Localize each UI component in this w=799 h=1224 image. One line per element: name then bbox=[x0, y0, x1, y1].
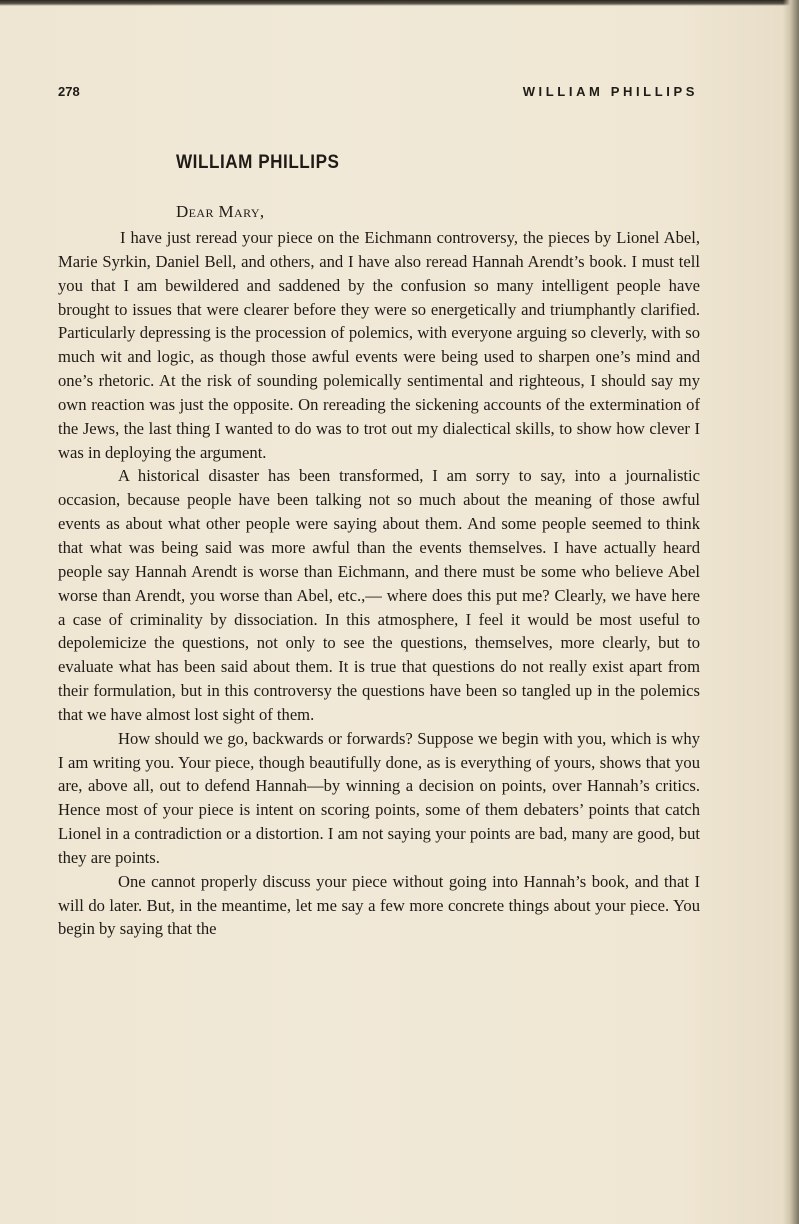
section-title: WILLIAM PHILLIPS bbox=[176, 152, 340, 173]
page-binding-edge bbox=[783, 0, 799, 1224]
running-title: WILLIAM PHILLIPS bbox=[522, 84, 698, 99]
running-header bbox=[58, 84, 698, 106]
paragraph: I have just reread your piece on the Eichmann controversy, the pieces by Lionel Abel, Marie Syrkin, Daniel Bell, and others, and I have also reread Hannah Arendt’s book. I must tell you that I am bewildered and saddened by the confusion so many intelligent people have brought to issues that were clearer before they were so energetically and triumphantly clarified. Particularly depressing is the procession of polemics, with everyone arguing so cleverly, with so much wit and logic, as though those awful events were being used to sharpen one’s mind and one’s rhetoric. At the risk of sounding polemically sentimental and righteous, I should say my own reaction was just the opposite. On rereading the sickening accounts of the extermination of the Jews, the last thing I wanted to do was to trot out my dialectical skills, to show how clever I was in deploying the argument. bbox=[58, 228, 700, 462]
letter-body bbox=[58, 226, 700, 941]
page-top-shadow bbox=[0, 0, 799, 6]
salutation: Dear Mary, bbox=[176, 202, 265, 221]
page-number: 278 bbox=[58, 84, 80, 99]
paragraph: How should we go, backwards or forwards? Suppose we begin with you, which is why I am writing you. Your piece, though beautifully done, as is everything of yours, shows that you are, above all, out to defend Hannah—by winning a decision on points, over Hannah’s critics. Hence most of your piece is intent on scoring points, some of them debaters’ points that catch Lionel in a contradiction or a distortion. I am not saying your points are bad, many are good, but they are points. bbox=[58, 728, 700, 867]
paragraph: One cannot properly discuss your piece without going into Hannah’s book, and that I will do later. But, in the meantime, let me say a few more concrete things about your piece. You begin by saying that the bbox=[58, 871, 700, 939]
paragraph: A historical disaster has been transformed, I am sorry to say, into a journalistic occasion, because people have been talking not so much about the meaning of those awful events as about what other people were saying about them. And some people seemed to think that what was being said was more awful than the events themselves. I have actually heard people say Hannah Arendt is worse than Eichmann, and there must be some who believe Abel worse than Arendt, you worse than Abel, etc.,— where does this put me? Clearly, we have here a case of criminality by dissociation. In this atmosphere, I feel it would be most useful to depolemicize the questions, not only to see the questions, themselves, more clearly, but to evaluate what has been said about them. It is true that questions do not really exist apart from their formulation, but in this controversy the questions have been so tangled up in the polemics that we have almost lost sight of them. bbox=[58, 466, 700, 724]
